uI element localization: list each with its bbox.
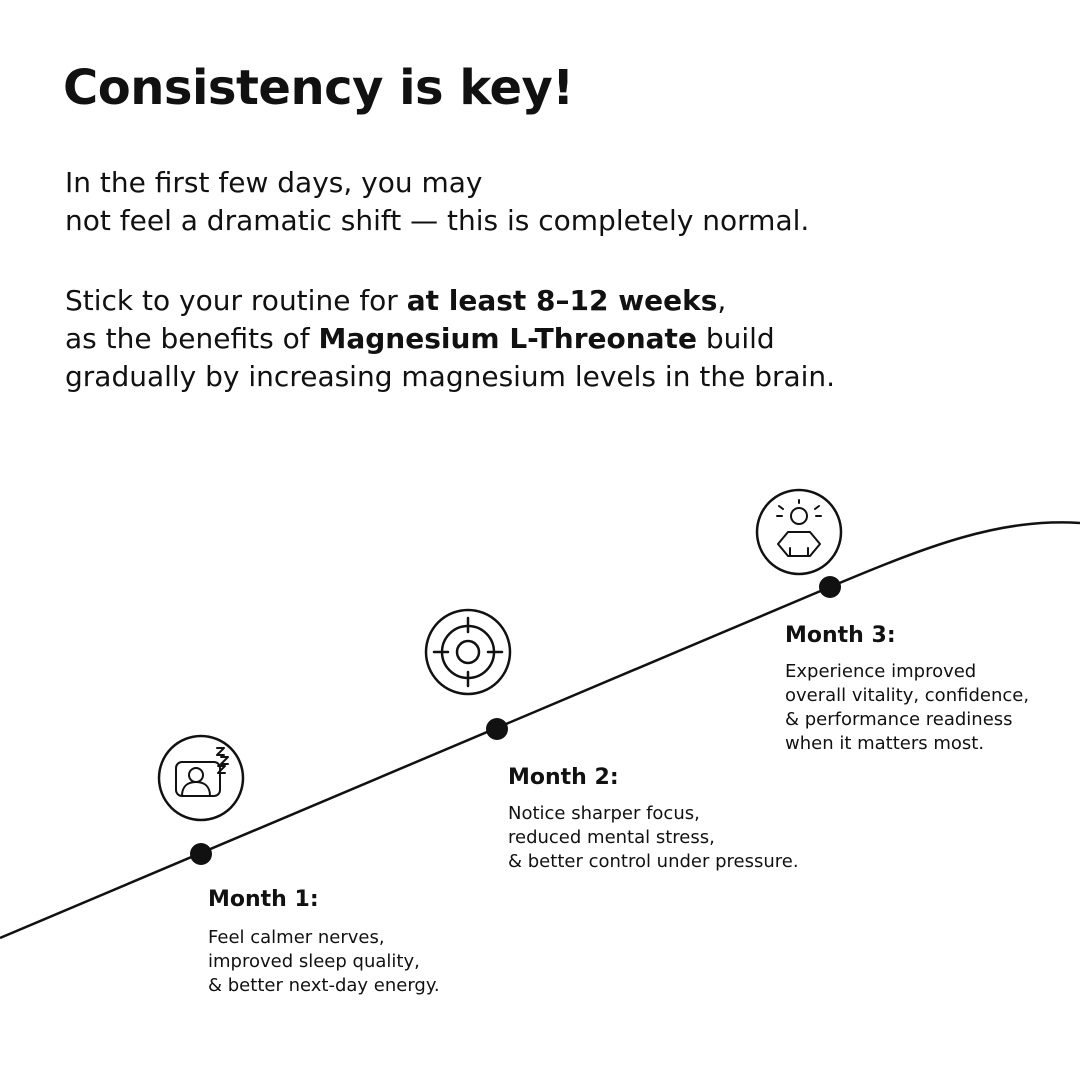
milestone-desc-3 [785,660,1029,756]
milestone-3-line-2: overall vitality, confidence, [785,685,1030,706]
routine-line-1: Stick to your routine for at least 8–12 weeks, [65,284,727,317]
milestone-3-line-1: Experience improved [785,661,977,682]
milestone-1-line-3: & better next-day energy. [208,975,440,996]
milestone-dot-1 [190,843,212,865]
milestone-1-line-2: improved sleep quality, [208,951,420,972]
sleeping-person-icon [159,736,243,820]
routine-line-2: as the benefits of Magnesium L-Threonate build [65,322,775,355]
milestone-3-line-4: when it matters most. [785,733,985,754]
intro-line-1: In the first few days, you may [65,166,483,199]
confident-person-icon [757,490,841,574]
milestone-title-1: Month 1: [208,887,319,912]
milestone-title-3: Month 3: [785,623,896,648]
milestone-2-line-3: & better control under pressure. [508,851,799,872]
milestone-3-line-3: & performance readiness [785,709,1013,730]
weeks-highlight: at least 8–12 weeks [406,284,718,317]
page-title: Consistency is key! [63,60,574,116]
routine-line-3: gradually by increasing magnesium levels in the brain. [65,360,836,393]
product-highlight: Magnesium L-Threonate [318,322,697,355]
milestone-dot-2 [486,718,508,740]
intro-line-2: not feel a dramatic shift — this is completely normal. [65,204,810,237]
milestone-1-line-1: Feel calmer nerves, [208,927,385,948]
target-icon [426,610,510,694]
milestone-desc-1 [208,926,440,998]
milestone-2-line-2: reduced mental stress, [508,827,715,848]
milestone-title-2: Month 2: [508,765,619,790]
milestone-dot-3 [819,576,841,598]
milestone-2-line-1: Notice sharper focus, [508,803,700,824]
milestone-desc-2 [508,802,799,874]
